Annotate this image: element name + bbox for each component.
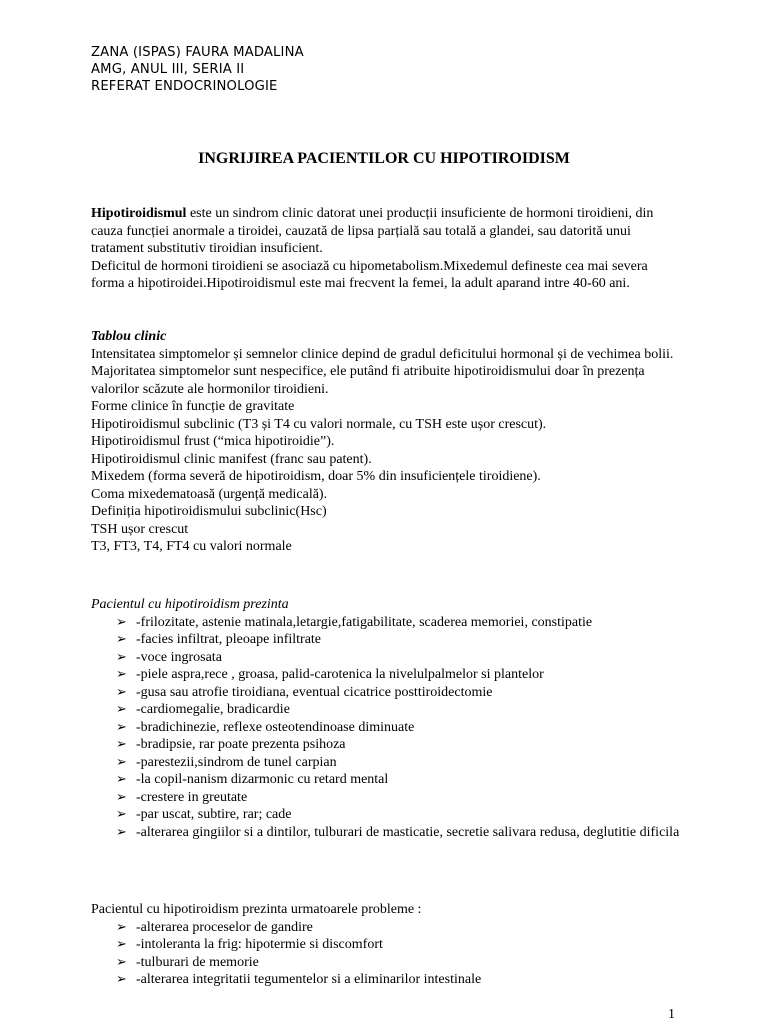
arrow-bullet-icon: ➢ — [116, 972, 127, 987]
arrow-bullet-icon: ➢ — [116, 954, 127, 970]
list-item: ➢ -alterarea integritatii tegumentelor si a eliminarilor intestinale — [116, 972, 482, 987]
arrow-bullet-icon: ➢ — [116, 754, 127, 770]
arrow-bullet-icon: ➢ — [116, 667, 127, 682]
list-item: ➢ -crestere in greutate — [116, 789, 248, 805]
arrow-bullet-icon: ➢ — [116, 789, 127, 805]
arrow-bullet-icon: ➢ — [116, 614, 127, 630]
problems-heading: Pacientul cu hipotiroidism prezinta urmatoarele probleme : — [91, 902, 422, 917]
intro-section — [91, 205, 681, 293]
intro-paragraph-2: Deficitul de hormoni tiroidieni se asociază cu hipometabolism.Mixedemul defineste cea mai severa forma a hipotiroidei.Hipotiroidismul este mai frecvent la femei, la adult aparand intre 40-60 ani. — [91, 258, 648, 291]
clinical-line: Intensitatea simptomelor și semnelor clinice depind de gradul deficitului hormonal și de vechimea bolii. — [91, 346, 674, 362]
arrow-bullet-icon: ➢ — [116, 772, 127, 787]
report-type: REFERAT ENDOCRINOLOGIE — [91, 79, 278, 94]
clinical-section — [91, 328, 681, 556]
arrow-bullet-icon: ➢ — [116, 632, 127, 647]
intro-term: Hipotiroidismul — [91, 206, 187, 221]
arrow-bullet-icon: ➢ — [116, 719, 127, 735]
list-item: ➢ -tulburari de memorie — [116, 954, 259, 970]
symptoms-list — [91, 614, 681, 842]
list-item: ➢ -gusa sau atrofie tiroidiana, eventual cicatrice posttiroidectomie — [116, 684, 493, 700]
arrow-bullet-icon: ➢ — [116, 807, 127, 822]
arrow-bullet-icon: ➢ — [116, 824, 127, 840]
list-item: ➢ -par uscat, subtire, rar; cade — [116, 807, 292, 822]
arrow-bullet-icon: ➢ — [116, 684, 127, 700]
list-item: ➢ -alterarea proceselor de gandire — [116, 919, 313, 935]
problems-section — [91, 901, 681, 989]
list-item: ➢ -piele aspra,rece , groasa, palid-carotenica la nivelulpalmelor si plantelor — [116, 667, 544, 682]
clinical-heading: Tablou clinic — [91, 329, 167, 344]
clinical-line: Hipotiroidismul clinic manifest (franc sau patent). — [91, 451, 372, 467]
clinical-line: Hipotiroidismul frust (“mica hipotiroidie”). — [91, 434, 335, 449]
symptoms-heading: Pacientul cu hipotiroidism prezinta — [91, 597, 289, 612]
course-info: AMG, ANUL III, SERIA II — [91, 62, 245, 77]
list-item: ➢ -intoleranta la frig: hipotermie si discomfort — [116, 937, 383, 952]
list-item: ➢ -bradipsie, rar poate prezenta psihoza — [116, 737, 346, 752]
arrow-bullet-icon: ➢ — [116, 649, 127, 665]
list-item: ➢ -cardiomegalie, bradicardie — [116, 702, 290, 717]
clinical-line: T3, FT3, T4, FT4 cu valori normale — [91, 539, 292, 554]
clinical-line: Hipotiroidismul subclinic (T3 și T4 cu valori normale, cu TSH este ușor crescut). — [91, 416, 547, 432]
list-item: ➢ -frilozitate, astenie matinala,letargie,fatigabilitate, scaderea memoriei, constipatie — [116, 614, 593, 630]
list-item: ➢ -la copil-nanism dizarmonic cu retard mental — [116, 772, 389, 787]
clinical-line: Mixedem (forma severă de hipotiroidism, doar 5% din insuficiențele tiroidiene). — [91, 469, 541, 484]
arrow-bullet-icon: ➢ — [116, 937, 127, 952]
intro-paragraph — [91, 205, 681, 258]
clinical-line: Coma mixedematoasă (urgență medicală). — [91, 486, 328, 502]
arrow-bullet-icon: ➢ — [116, 919, 127, 935]
author-name: ZANA (ISPAS) FAURA MADALINA — [91, 45, 304, 60]
list-item: ➢ -bradichinezie, reflexe osteotendinoase diminuate — [116, 719, 415, 735]
clinical-line: Forme clinice în funcție de gravitate — [91, 399, 295, 414]
clinical-line: Majoritatea simptomelor sunt nespecifice, ele putând fi atribuite hipotiroidismului doar în prezența valorilor scăzute ale hormonilor tiroidieni. — [91, 364, 645, 397]
document-title: INGRIJIREA PACIENTILOR CU HIPOTIROIDISM — [198, 150, 570, 167]
problems-list — [91, 919, 681, 989]
page-number: 1 — [668, 1007, 675, 1022]
arrow-bullet-icon: ➢ — [116, 737, 127, 752]
arrow-bullet-icon: ➢ — [116, 702, 127, 717]
intro-text: este un sindrom clinic datorat unei producții insuficiente de hormoni tiroidieni, din cauza funcției anormale a tiroidei, cauzată de lipsa parțială sau totală a glandei, sau datorită unui tratament substitutiv tiroidian insuficient. — [91, 206, 654, 256]
list-item: ➢ -facies infiltrat, pleoape infiltrate — [116, 632, 322, 647]
clinical-line: Definiția hipotiroidismului subclinic(Hsc) — [91, 504, 327, 519]
symptoms-section — [91, 596, 681, 841]
clinical-line: TSH ușor crescut — [91, 521, 189, 537]
list-item: ➢ -parestezii,sindrom de tunel carpian — [116, 754, 337, 770]
list-item: ➢ -voce ingrosata — [116, 649, 222, 665]
list-item: ➢ -alterarea gingiilor si a dintilor, tulburari de masticatie, secretie salivara redusa, deglutitie dificila — [116, 824, 680, 840]
